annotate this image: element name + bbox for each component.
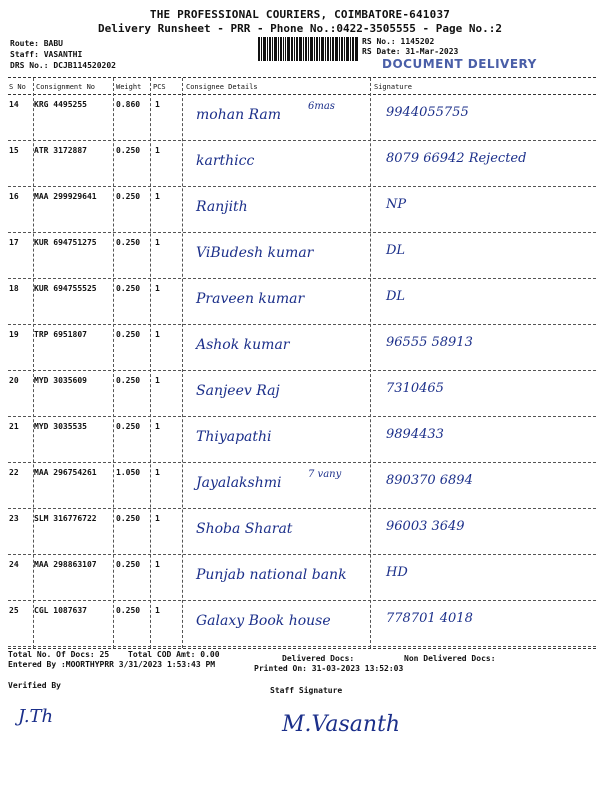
- total-cod: Total COD Amt: 0.00: [128, 650, 220, 659]
- footer-rule: [8, 648, 596, 649]
- col-header-weight: Weight: [116, 83, 142, 91]
- row-weight: 0.250: [116, 330, 141, 339]
- row-sno: 19: [9, 330, 19, 339]
- col-header-pcs: PCS: [153, 83, 166, 91]
- header-rule-top: [8, 77, 596, 78]
- row-consignment-no: TRP 6951807: [34, 330, 87, 339]
- row-pcs: 1: [155, 146, 160, 155]
- rs-no-value: 1145202: [400, 37, 435, 46]
- row-pcs: 1: [155, 238, 160, 247]
- table-row: [8, 555, 596, 601]
- row-weight: 0.250: [116, 192, 141, 201]
- row-weight: 0.250: [116, 146, 141, 155]
- row-sno: 14: [9, 100, 19, 109]
- row-weight: 0.250: [116, 376, 141, 385]
- row-pcs: 1: [155, 330, 160, 339]
- row-signature: 8079 66942 Rejected: [386, 151, 527, 166]
- row-pcs: 1: [155, 514, 160, 523]
- barcode-icon: [258, 37, 358, 61]
- non-delivered-docs: Non Delivered Docs:: [404, 654, 496, 663]
- row-consignee: Thiyapathi: [196, 429, 272, 445]
- route-label: Route:: [10, 39, 39, 48]
- col-header-consignee: Consignee Details: [186, 83, 258, 91]
- row-sno: 15: [9, 146, 19, 155]
- document-delivery-stamp: DOCUMENT DELIVERY: [382, 57, 537, 71]
- table-row: [8, 325, 596, 371]
- table-row: [8, 141, 596, 187]
- col-header-sno: S No: [9, 83, 26, 91]
- entered-by: Entered By :MOORTHYPRR 3/31/2023 1:53:43 PM: [8, 660, 216, 669]
- row-weight: 0.250: [116, 560, 141, 569]
- row-pcs: 1: [155, 468, 160, 477]
- row-sno: 24: [9, 560, 19, 569]
- row-sno: 22: [9, 468, 19, 477]
- table-row: [8, 509, 596, 555]
- row-weight: 0.860: [116, 100, 141, 109]
- row-consignment-no: KUR 694751275: [34, 238, 97, 247]
- row-consignment-no: KUR 694755525: [34, 284, 97, 293]
- verified-signature: J.Th: [18, 706, 54, 727]
- row-signature: 9894433: [386, 427, 444, 442]
- staff-label: Staff:: [10, 50, 39, 59]
- company-title: THE PROFESSIONAL COURIERS, COIMBATORE-641037: [149, 8, 451, 21]
- row-sno: 25: [9, 606, 19, 615]
- row-consignment-no: ATR 3172887: [34, 146, 87, 155]
- row-sno: 18: [9, 284, 19, 293]
- row-pcs: 1: [155, 376, 160, 385]
- table-row: [8, 417, 596, 463]
- staff-signature: M.Vasanth: [282, 712, 401, 737]
- row-consignee: ViBudesh kumar: [196, 245, 314, 261]
- row-consignee: Ranjith: [196, 199, 248, 215]
- row-consignment-no: MAA 296754261: [34, 468, 97, 477]
- row-weight: 1.050: [116, 468, 141, 477]
- runsheet-subtitle: Delivery Runsheet - PRR - Phone No.:0422-3505555 - Page No.:2: [98, 22, 502, 35]
- staff-signature-label: Staff Signature: [270, 686, 343, 695]
- row-pcs: 1: [155, 422, 160, 431]
- table-row: [8, 601, 596, 647]
- row-sno: 20: [9, 376, 19, 385]
- table-row: [8, 463, 596, 509]
- row-pcs: 1: [155, 560, 160, 569]
- row-signature: 778701 4018: [386, 611, 473, 626]
- row-consignee: Galaxy Book house: [196, 613, 331, 629]
- row-consignee: Shoba Sharat: [196, 521, 293, 537]
- row-weight: 0.250: [116, 514, 141, 523]
- verified-by-label: Verified By: [8, 681, 61, 690]
- drs-value: DCJB114520202: [53, 61, 116, 70]
- row-signature: 7310465: [386, 381, 444, 396]
- row-weight: 0.250: [116, 606, 141, 615]
- row-consignment-no: MAA 298863107: [34, 560, 97, 569]
- row-signature: HD: [386, 565, 408, 580]
- row-signature: 96555 58913: [386, 335, 473, 350]
- table-row: [8, 233, 596, 279]
- row-consignee-note: 7 vany: [308, 469, 342, 480]
- rs-no-label: RS No.:: [362, 37, 396, 46]
- rs-date-value: 31-Mar-2023: [405, 47, 459, 56]
- table-row: [8, 279, 596, 325]
- row-consignee: karthicc: [196, 153, 255, 169]
- row-divider: [8, 646, 596, 647]
- row-consignee-note: 6mas: [308, 101, 335, 112]
- row-consignee: Ashok kumar: [196, 337, 290, 353]
- staff-value: VASANTHI: [43, 50, 83, 59]
- total-docs: Total No. Of Docs: 25: [8, 650, 110, 659]
- row-consignment-no: CGL 1087637: [34, 606, 87, 615]
- drs-label: DRS No.:: [10, 61, 49, 70]
- row-pcs: 1: [155, 284, 160, 293]
- rs-info: [362, 37, 458, 57]
- row-consignee: Sanjeev Raj: [196, 383, 280, 399]
- delivered-docs: Delivered Docs:: [282, 654, 355, 663]
- route-value: BABU: [43, 39, 63, 48]
- row-consignee: Jayalakshmi: [196, 475, 282, 491]
- printed-on: Printed On: 31-03-2023 13:52:03: [254, 664, 404, 673]
- table-row: [8, 371, 596, 417]
- row-sno: 23: [9, 514, 19, 523]
- row-consignment-no: KRG 4495255: [34, 100, 87, 109]
- row-signature: 96003 3649: [386, 519, 465, 534]
- col-header-consignment: Consignment No: [36, 83, 96, 91]
- row-pcs: 1: [155, 606, 160, 615]
- rs-date-label: RS Date:: [362, 47, 401, 56]
- row-weight: 0.250: [116, 238, 141, 247]
- row-signature: 9944055755: [386, 105, 469, 120]
- table-row: [8, 187, 596, 233]
- row-sno: 21: [9, 422, 19, 431]
- row-consignment-no: SLM 316776722: [34, 514, 97, 523]
- row-pcs: 1: [155, 192, 160, 201]
- row-signature: DL: [386, 289, 406, 304]
- row-consignment-no: MYD 3035535: [34, 422, 87, 431]
- header-left-info: [10, 38, 116, 71]
- col-header-signature: Signature: [374, 83, 412, 91]
- row-signature: DL: [386, 243, 406, 258]
- row-consignment-no: MYD 3035609: [34, 376, 87, 385]
- table-row: [8, 95, 596, 141]
- row-sno: 17: [9, 238, 19, 247]
- row-signature: NP: [386, 197, 407, 212]
- row-consignment-no: MAA 299929641: [34, 192, 97, 201]
- row-sno: 16: [9, 192, 19, 201]
- row-signature: 890370 6894: [386, 473, 473, 488]
- row-consignee: Praveen kumar: [196, 291, 305, 307]
- row-pcs: 1: [155, 100, 160, 109]
- row-weight: 0.250: [116, 422, 141, 431]
- row-weight: 0.250: [116, 284, 141, 293]
- row-consignee: Punjab national bank: [196, 567, 347, 583]
- row-consignee: mohan Ram: [196, 107, 282, 123]
